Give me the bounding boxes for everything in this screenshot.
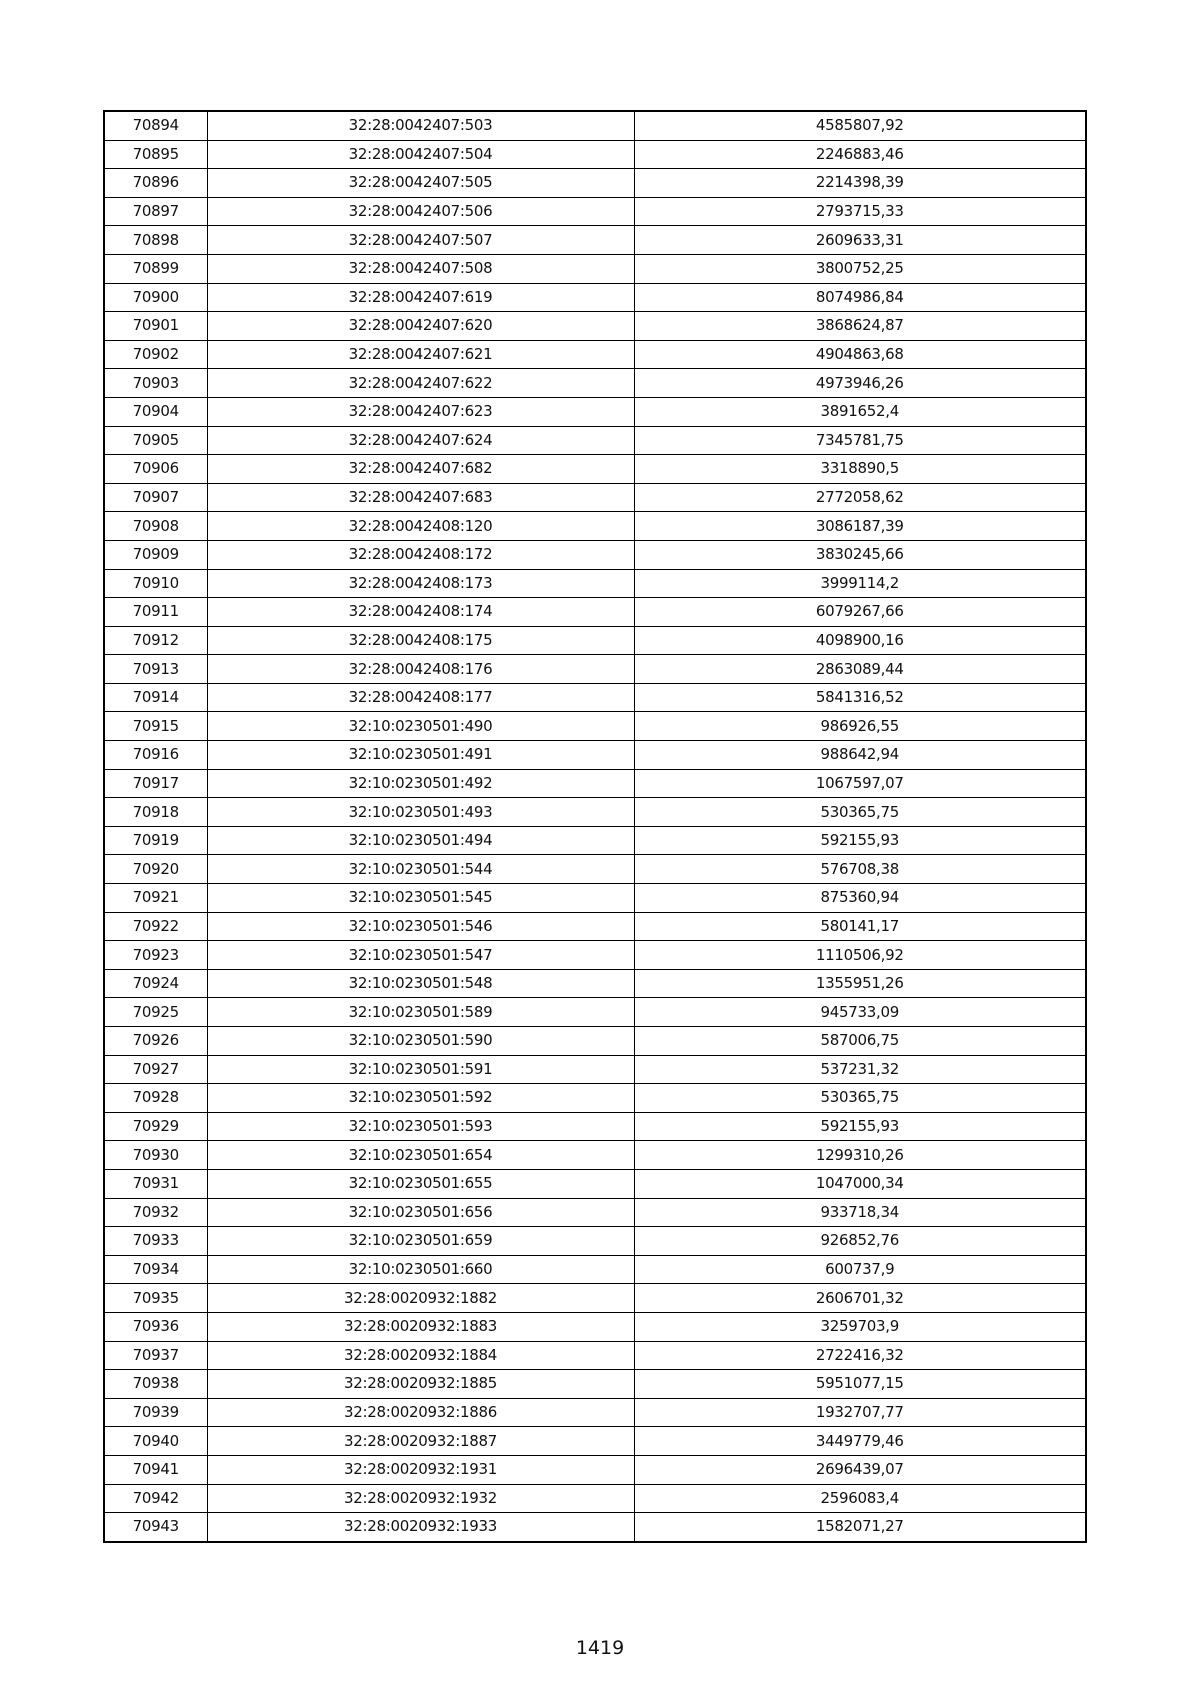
table-row (104, 1427, 1086, 1456)
cadastral-value-cell: 3830245,66 (634, 540, 1086, 569)
cadastral-value-cell: 2793715,33 (634, 197, 1086, 226)
row-number-cell: 70940 (104, 1427, 207, 1456)
row-number-cell: 70930 (104, 1141, 207, 1170)
table-row (104, 512, 1086, 541)
table-row (104, 169, 1086, 198)
cadastral-number-cell: 32:28:0042408:175 (207, 626, 634, 655)
cadastral-value-cell: 2696439,07 (634, 1455, 1086, 1484)
row-number-cell: 70932 (104, 1198, 207, 1227)
table-row (104, 1227, 1086, 1256)
cadastral-number-cell: 32:28:0042408:172 (207, 540, 634, 569)
cadastral-number-cell: 32:10:0230501:493 (207, 798, 634, 827)
row-number-cell: 70914 (104, 683, 207, 712)
table-row (104, 1141, 1086, 1170)
cadastral-number-cell: 32:28:0042407:620 (207, 312, 634, 341)
row-number-cell: 70897 (104, 197, 207, 226)
table-row (104, 884, 1086, 913)
row-number-cell: 70936 (104, 1312, 207, 1341)
table-row (104, 941, 1086, 970)
cadastral-number-cell: 32:28:0042407:503 (207, 111, 634, 140)
cadastral-value-cell: 4585807,92 (634, 111, 1086, 140)
row-number-cell: 70906 (104, 455, 207, 484)
table-row (104, 540, 1086, 569)
cadastral-number-cell: 32:28:0020932:1885 (207, 1370, 634, 1399)
row-number-cell: 70923 (104, 941, 207, 970)
cadastral-number-cell: 32:28:0042408:174 (207, 598, 634, 627)
cadastral-number-cell: 32:28:0020932:1882 (207, 1284, 634, 1313)
cadastral-number-cell: 32:10:0230501:546 (207, 912, 634, 941)
row-number-cell: 70896 (104, 169, 207, 198)
cadastral-number-cell: 32:10:0230501:548 (207, 969, 634, 998)
row-number-cell: 70920 (104, 855, 207, 884)
table-row (104, 397, 1086, 426)
table-row (104, 1255, 1086, 1284)
table-row (104, 1284, 1086, 1313)
cadastral-value-cell: 1355951,26 (634, 969, 1086, 998)
row-number-cell: 70928 (104, 1084, 207, 1113)
table-row (104, 683, 1086, 712)
cadastral-number-cell: 32:28:0042407:624 (207, 426, 634, 455)
cadastral-number-cell: 32:10:0230501:490 (207, 712, 634, 741)
row-number-cell: 70911 (104, 598, 207, 627)
cadastral-number-cell: 32:28:0042407:505 (207, 169, 634, 198)
table-row (104, 655, 1086, 684)
cadastral-number-cell: 32:28:0020932:1886 (207, 1398, 634, 1427)
row-number-cell: 70926 (104, 1027, 207, 1056)
row-number-cell: 70907 (104, 483, 207, 512)
cadastral-number-cell: 32:28:0042407:683 (207, 483, 634, 512)
cadastral-number-cell: 32:28:0042407:622 (207, 369, 634, 398)
cadastral-number-cell: 32:10:0230501:591 (207, 1055, 634, 1084)
row-number-cell: 70905 (104, 426, 207, 455)
cadastral-value-cell: 587006,75 (634, 1027, 1086, 1056)
cadastral-number-cell: 32:10:0230501:494 (207, 826, 634, 855)
cadastral-number-cell: 32:10:0230501:655 (207, 1169, 634, 1198)
cadastral-value-cell: 3999114,2 (634, 569, 1086, 598)
cadastral-value-cell: 5841316,52 (634, 683, 1086, 712)
row-number-cell: 70938 (104, 1370, 207, 1399)
cadastral-value-cell: 576708,38 (634, 855, 1086, 884)
cadastral-value-cell: 1067597,07 (634, 769, 1086, 798)
cadastral-number-cell: 32:10:0230501:593 (207, 1112, 634, 1141)
cadastral-value-cell: 592155,93 (634, 1112, 1086, 1141)
table-row (104, 426, 1086, 455)
cadastral-number-cell: 32:10:0230501:592 (207, 1084, 634, 1113)
cadastral-value-cell: 580141,17 (634, 912, 1086, 941)
row-number-cell: 70910 (104, 569, 207, 598)
page-number: 1419 (575, 1637, 625, 1659)
cadastral-value-cell: 592155,93 (634, 826, 1086, 855)
row-number-cell: 70894 (104, 111, 207, 140)
table-row (104, 569, 1086, 598)
table-row (104, 1341, 1086, 1370)
cadastral-number-cell: 32:28:0020932:1932 (207, 1484, 634, 1513)
table-row (104, 1169, 1086, 1198)
table-row (104, 1084, 1086, 1113)
cadastral-value-cell: 2606701,32 (634, 1284, 1086, 1313)
cadastral-value-cell: 2863089,44 (634, 655, 1086, 684)
cadastral-value-cell: 5951077,15 (634, 1370, 1086, 1399)
table-row (104, 1370, 1086, 1399)
cadastral-number-cell: 32:10:0230501:590 (207, 1027, 634, 1056)
row-number-cell: 70941 (104, 1455, 207, 1484)
cadastral-value-cell: 1932707,77 (634, 1398, 1086, 1427)
cadastral-number-cell: 32:28:0020932:1931 (207, 1455, 634, 1484)
row-number-cell: 70904 (104, 397, 207, 426)
table-row (104, 254, 1086, 283)
row-number-cell: 70939 (104, 1398, 207, 1427)
cadastral-value-cell: 2214398,39 (634, 169, 1086, 198)
row-number-cell: 70903 (104, 369, 207, 398)
cadastral-number-cell: 32:10:0230501:492 (207, 769, 634, 798)
cadastral-number-cell: 32:28:0042408:120 (207, 512, 634, 541)
row-number-cell: 70909 (104, 540, 207, 569)
table-row (104, 226, 1086, 255)
cadastral-number-cell: 32:28:0042408:176 (207, 655, 634, 684)
cadastral-number-cell: 32:28:0042407:506 (207, 197, 634, 226)
cadastral-value-cell: 530365,75 (634, 798, 1086, 827)
cadastral-number-cell: 32:28:0042407:619 (207, 283, 634, 312)
row-number-cell: 70927 (104, 1055, 207, 1084)
cadastral-value-cell: 926852,76 (634, 1227, 1086, 1256)
row-number-cell: 70931 (104, 1169, 207, 1198)
cadastral-value-cell: 3891652,4 (634, 397, 1086, 426)
row-number-cell: 70912 (104, 626, 207, 655)
row-number-cell: 70924 (104, 969, 207, 998)
row-number-cell: 70942 (104, 1484, 207, 1513)
table-row (104, 741, 1086, 770)
table-row (104, 1112, 1086, 1141)
table-row (104, 340, 1086, 369)
row-number-cell: 70925 (104, 998, 207, 1027)
table-row (104, 998, 1086, 1027)
cadastral-value-cell: 4098900,16 (634, 626, 1086, 655)
cadastral-number-cell: 32:28:0042407:623 (207, 397, 634, 426)
cadastral-value-cell: 2596083,4 (634, 1484, 1086, 1513)
row-number-cell: 70929 (104, 1112, 207, 1141)
row-number-cell: 70901 (104, 312, 207, 341)
cadastral-number-cell: 32:28:0042407:682 (207, 455, 634, 484)
cadastral-value-cell: 1299310,26 (634, 1141, 1086, 1170)
cadastral-number-cell: 32:10:0230501:589 (207, 998, 634, 1027)
cadastral-value-cell: 600737,9 (634, 1255, 1086, 1284)
table-row (104, 855, 1086, 884)
cadastral-number-cell: 32:10:0230501:545 (207, 884, 634, 913)
table-row (104, 1312, 1086, 1341)
row-number-cell: 70900 (104, 283, 207, 312)
table-row (104, 111, 1086, 140)
row-number-cell: 70917 (104, 769, 207, 798)
cadastral-value-cell: 4904863,68 (634, 340, 1086, 369)
cadastral-value-cell: 530365,75 (634, 1084, 1086, 1113)
cadastral-value-cell: 1047000,34 (634, 1169, 1086, 1198)
cadastral-value-cell: 3318890,5 (634, 455, 1086, 484)
row-number-cell: 70919 (104, 826, 207, 855)
cadastral-number-cell: 32:10:0230501:491 (207, 741, 634, 770)
cadastral-number-cell: 32:28:0042408:173 (207, 569, 634, 598)
cadastral-value-cell: 933718,34 (634, 1198, 1086, 1227)
table-row (104, 1513, 1086, 1542)
row-number-cell: 70908 (104, 512, 207, 541)
table-row (104, 769, 1086, 798)
cadastral-number-cell: 32:10:0230501:547 (207, 941, 634, 970)
table-row (104, 598, 1086, 627)
cadastral-value-cell: 986926,55 (634, 712, 1086, 741)
row-number-cell: 70915 (104, 712, 207, 741)
cadastral-value-cell: 875360,94 (634, 884, 1086, 913)
cadastral-value-cell: 2609633,31 (634, 226, 1086, 255)
cadastral-value-cell: 3868624,87 (634, 312, 1086, 341)
table-row (104, 140, 1086, 169)
cadastral-value-cell: 2772058,62 (634, 483, 1086, 512)
table-row (104, 1055, 1086, 1084)
table-row (104, 798, 1086, 827)
row-number-cell: 70935 (104, 1284, 207, 1313)
cadastral-value-cell: 6079267,66 (634, 598, 1086, 627)
row-number-cell: 70933 (104, 1227, 207, 1256)
cadastral-number-cell: 32:28:0042407:507 (207, 226, 634, 255)
cadastral-value-cell: 988642,94 (634, 741, 1086, 770)
cadastral-number-cell: 32:28:0042407:504 (207, 140, 634, 169)
table-row (104, 1455, 1086, 1484)
row-number-cell: 70921 (104, 884, 207, 913)
table-row (104, 283, 1086, 312)
row-number-cell: 70898 (104, 226, 207, 255)
cadastral-value-cell: 945733,09 (634, 998, 1086, 1027)
cadastral-number-cell: 32:28:0042407:621 (207, 340, 634, 369)
cadastral-number-cell: 32:10:0230501:544 (207, 855, 634, 884)
cadastral-number-cell: 32:28:0042407:508 (207, 254, 634, 283)
cadastral-value-cell: 7345781,75 (634, 426, 1086, 455)
row-number-cell: 70922 (104, 912, 207, 941)
cadastral-value-cell: 3259703,9 (634, 1312, 1086, 1341)
table-row (104, 312, 1086, 341)
row-number-cell: 70918 (104, 798, 207, 827)
table-row (104, 197, 1086, 226)
cadastral-number-cell: 32:10:0230501:660 (207, 1255, 634, 1284)
cadastral-value-cell: 8074986,84 (634, 283, 1086, 312)
cadastral-value-cell: 537231,32 (634, 1055, 1086, 1084)
row-number-cell: 70916 (104, 741, 207, 770)
cadastral-value-cell: 2246883,46 (634, 140, 1086, 169)
table-row (104, 712, 1086, 741)
cadastral-value-cell: 1110506,92 (634, 941, 1086, 970)
table-row (104, 455, 1086, 484)
row-number-cell: 70899 (104, 254, 207, 283)
cadastral-value-cell: 3086187,39 (634, 512, 1086, 541)
cadastral-value-cell: 2722416,32 (634, 1341, 1086, 1370)
table-row (104, 826, 1086, 855)
cadastral-number-cell: 32:28:0020932:1884 (207, 1341, 634, 1370)
table-body (104, 111, 1086, 1542)
cadastral-number-cell: 32:28:0042408:177 (207, 683, 634, 712)
table-row (104, 969, 1086, 998)
cadastral-value-cell: 4973946,26 (634, 369, 1086, 398)
table-row (104, 912, 1086, 941)
table-row (104, 1198, 1086, 1227)
row-number-cell: 70895 (104, 140, 207, 169)
cadastral-value-cell: 1582071,27 (634, 1513, 1086, 1542)
table-row (104, 1484, 1086, 1513)
table-row (104, 369, 1086, 398)
table-row (104, 1398, 1086, 1427)
table-row (104, 1027, 1086, 1056)
cadastral-number-cell: 32:28:0020932:1883 (207, 1312, 634, 1341)
row-number-cell: 70902 (104, 340, 207, 369)
row-number-cell: 70937 (104, 1341, 207, 1370)
cadastral-number-cell: 32:10:0230501:659 (207, 1227, 634, 1256)
cadastral-number-cell: 32:28:0020932:1887 (207, 1427, 634, 1456)
table-row (104, 483, 1086, 512)
cadastral-value-table (103, 110, 1087, 1543)
cadastral-value-cell: 3800752,25 (634, 254, 1086, 283)
row-number-cell: 70934 (104, 1255, 207, 1284)
row-number-cell: 70913 (104, 655, 207, 684)
cadastral-number-cell: 32:28:0020932:1933 (207, 1513, 634, 1542)
row-number-cell: 70943 (104, 1513, 207, 1542)
cadastral-number-cell: 32:10:0230501:654 (207, 1141, 634, 1170)
table-row (104, 626, 1086, 655)
cadastral-value-cell: 3449779,46 (634, 1427, 1086, 1456)
cadastral-number-cell: 32:10:0230501:656 (207, 1198, 634, 1227)
